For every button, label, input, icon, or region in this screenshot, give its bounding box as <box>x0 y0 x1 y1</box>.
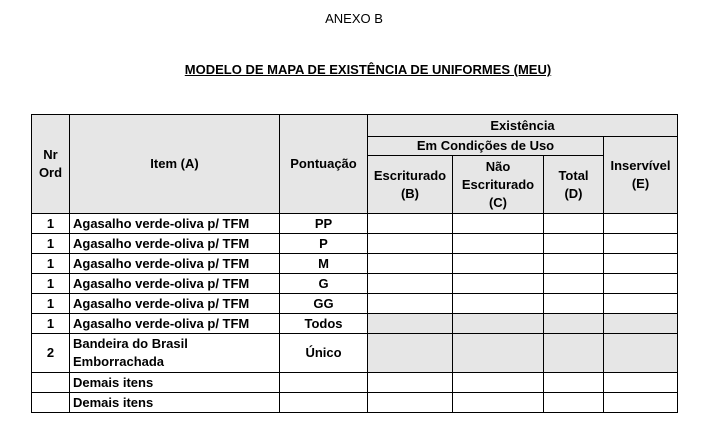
cell-item-line: Agasalho verde-oliva p/ TFM <box>73 255 250 271</box>
cell-item <box>70 373 280 393</box>
header-inservivel-line1: Inservível <box>610 158 671 173</box>
cell-item-line: Demais itens <box>73 394 154 410</box>
cell-item-line: Agasalho verde-oliva p/ TFM <box>73 215 250 231</box>
cell-total <box>544 234 604 254</box>
cell-item-line: Agasalho verde-oliva p/ TFM <box>73 295 250 311</box>
cell-ord <box>32 393 70 413</box>
table-row <box>32 294 678 314</box>
cell-inservivel <box>604 274 678 294</box>
cell-pontuacao: Todos <box>280 314 368 334</box>
cell-total <box>544 254 604 274</box>
cell-ord <box>32 373 70 393</box>
cell-nao-escriturado <box>453 254 544 274</box>
table-row <box>32 393 678 413</box>
cell-nao-escriturado <box>453 274 544 294</box>
cell-item-line: Bandeira do Brasil <box>73 336 188 351</box>
cell-pontuacao <box>280 373 368 393</box>
header-item: Item (A) <box>70 115 280 214</box>
header-nr-ord <box>32 115 70 214</box>
cell-inservivel <box>604 373 678 393</box>
header-nr-ord-line2: Ord <box>38 165 63 180</box>
annex-label: ANEXO B <box>325 11 383 26</box>
cell-item-line: Emborrachada <box>73 354 165 369</box>
header-pontuacao: Pontuação <box>280 115 368 214</box>
cell-item <box>70 234 280 254</box>
document-title: MODELO DE MAPA DE EXISTÊNCIA DE UNIFORMES (MEU) <box>184 62 552 77</box>
cell-pontuacao: G <box>280 274 368 294</box>
cell-pontuacao: M <box>280 254 368 274</box>
meu-table <box>31 114 678 413</box>
cell-pontuacao <box>280 393 368 413</box>
cell-nao-escriturado <box>453 393 544 413</box>
cell-escriturado <box>368 314 453 334</box>
header-nao-escriturado-line1: Não <box>485 158 511 174</box>
cell-escriturado <box>368 234 453 254</box>
cell-nao-escriturado <box>453 334 544 373</box>
cell-pontuacao: P <box>280 234 368 254</box>
cell-item <box>70 294 280 314</box>
cell-item <box>70 214 280 234</box>
cell-ord: 1 <box>32 314 70 334</box>
table-row <box>32 274 678 294</box>
cell-escriturado <box>368 334 453 373</box>
cell-escriturado <box>368 214 453 234</box>
cell-item <box>70 314 280 334</box>
table-row <box>32 334 678 373</box>
cell-ord: 2 <box>32 334 70 373</box>
table-row <box>32 214 678 234</box>
cell-escriturado <box>368 254 453 274</box>
cell-ord: 1 <box>32 294 70 314</box>
cell-inservivel <box>604 294 678 314</box>
cell-ord: 1 <box>32 274 70 294</box>
table-row <box>32 314 678 334</box>
cell-item-line: Agasalho verde-oliva p/ TFM <box>73 315 250 331</box>
cell-inservivel <box>604 254 678 274</box>
cell-nao-escriturado <box>453 234 544 254</box>
cell-nao-escriturado <box>453 373 544 393</box>
cell-inservivel <box>604 393 678 413</box>
cell-escriturado <box>368 393 453 413</box>
cell-inservivel <box>604 334 678 373</box>
header-total <box>544 156 604 214</box>
cell-inservivel <box>604 314 678 334</box>
header-escriturado-line2: (B) <box>400 185 420 201</box>
cell-total <box>544 314 604 334</box>
cell-nao-escriturado <box>453 314 544 334</box>
header-total-line1: Total <box>558 167 589 183</box>
header-total-line2: (D) <box>564 185 583 201</box>
header-nr-ord-line1: Nr <box>43 147 58 162</box>
cell-item <box>70 334 280 373</box>
cell-item-line: Demais itens <box>73 374 154 390</box>
table-body <box>32 214 678 413</box>
header-nao-escriturado-line2: Escriturado <box>461 176 535 192</box>
cell-item <box>70 274 280 294</box>
header-inservivel-line2: (E) <box>631 176 650 191</box>
cell-total <box>544 294 604 314</box>
cell-ord: 1 <box>32 234 70 254</box>
header-em-condicoes: Em Condições de Uso <box>368 137 604 156</box>
cell-pontuacao: Único <box>280 334 368 373</box>
cell-nao-escriturado <box>453 214 544 234</box>
cell-item <box>70 254 280 274</box>
header-escriturado <box>368 156 453 214</box>
table-row <box>32 234 678 254</box>
cell-total <box>544 334 604 373</box>
cell-nao-escriturado <box>453 294 544 314</box>
cell-total <box>544 373 604 393</box>
header-existencia: Existência <box>368 115 678 137</box>
cell-ord: 1 <box>32 254 70 274</box>
cell-escriturado <box>368 294 453 314</box>
cell-total <box>544 393 604 413</box>
cell-inservivel <box>604 214 678 234</box>
cell-item-line: Agasalho verde-oliva p/ TFM <box>73 275 250 291</box>
cell-total <box>544 214 604 234</box>
cell-pontuacao: GG <box>280 294 368 314</box>
header-nao-escriturado <box>453 156 544 214</box>
cell-escriturado <box>368 274 453 294</box>
cell-ord: 1 <box>32 214 70 234</box>
header-escriturado-line1: Escriturado <box>373 167 447 183</box>
header-nao-escriturado-line3: (C) <box>488 194 508 210</box>
cell-escriturado <box>368 373 453 393</box>
cell-total <box>544 274 604 294</box>
table-row <box>32 373 678 393</box>
table-row <box>32 254 678 274</box>
header-inservivel <box>604 137 678 214</box>
cell-inservivel <box>604 234 678 254</box>
cell-item-line: Agasalho verde-oliva p/ TFM <box>73 235 250 251</box>
cell-pontuacao: PP <box>280 214 368 234</box>
cell-item <box>70 393 280 413</box>
